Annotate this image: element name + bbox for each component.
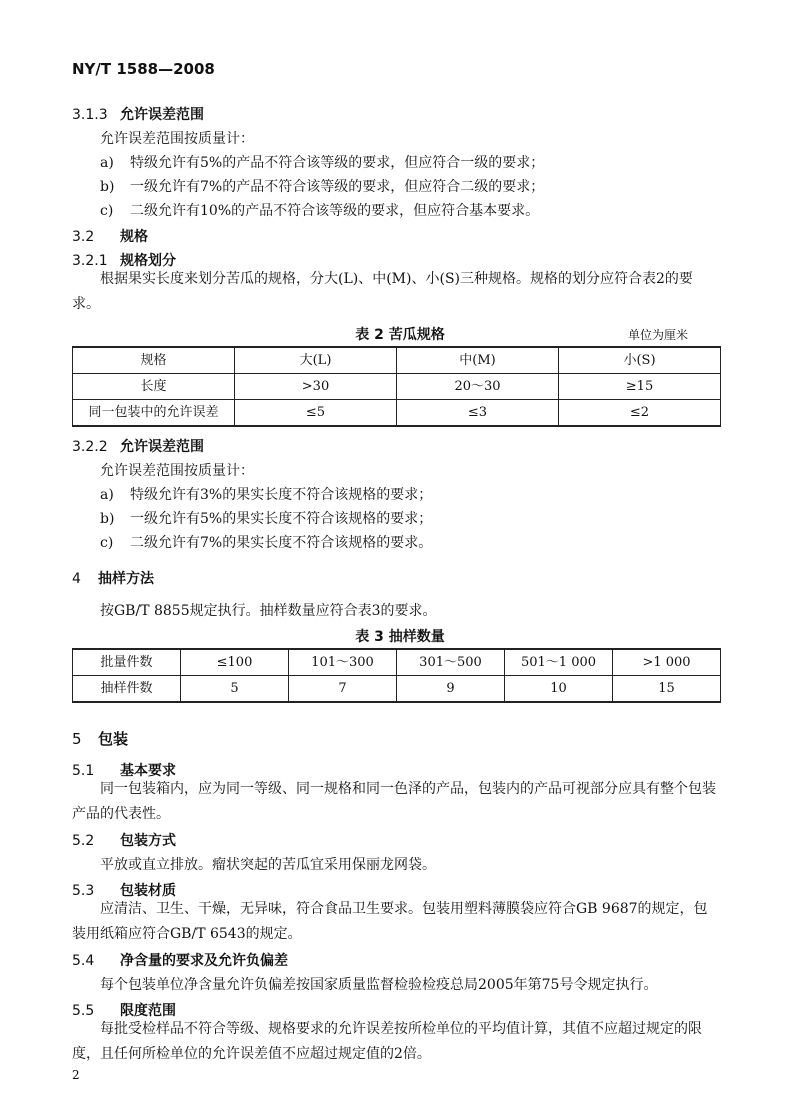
heading-number: 3.2.2	[72, 439, 108, 455]
table-cell: 5	[181, 676, 289, 703]
heading-number: 3.2.1	[72, 253, 108, 269]
list-marker: a)	[100, 155, 114, 171]
table-cell: 301～500	[397, 649, 505, 676]
table-cell: 小(S)	[559, 347, 721, 374]
list-marker: c)	[100, 535, 114, 551]
list-text: 一级允许有7%的产品不符合该等级的要求，但应符合二级的要求；	[130, 179, 545, 195]
table-cell: 规格	[73, 347, 235, 374]
table-cell: 大(L)	[235, 347, 397, 374]
table-cell: 长度	[73, 374, 235, 400]
heading-title: 限度范围	[120, 1003, 176, 1019]
heading-4	[72, 568, 154, 588]
paragraph: 每批受检样品不符合等级、规格要求的允许误差按所检单位的平均值计算，其值不应超过规定的限度，且任何所检单位的允许误差值不应超过规定值的2倍。	[72, 1021, 702, 1062]
paragraph: 应清洁、卫生、干燥，无异味，符合食品卫生要求。包装用塑料薄膜袋应符合GB 9687的规定，包装用纸箱应符合GB/T 6543的规定。	[72, 901, 708, 942]
heading-3-2-2	[72, 436, 204, 456]
paragraph: 每个包装单位净含量允许负偏差按国家质量监督检验检疫总局2005年第75号令规定执行。	[100, 977, 658, 993]
heading-number: 3.1.3	[72, 107, 108, 123]
heading-number: 5.2	[72, 833, 95, 849]
list-item	[100, 200, 539, 220]
table-cell: 7	[289, 676, 397, 703]
heading-title: 规格	[120, 229, 148, 245]
paragraph: 根据果实长度来划分苦瓜的规格，分大(L)、中(M)、小(S)三种规格。规格的划分应符合表2的要求。	[72, 271, 693, 312]
heading-title: 包装方式	[120, 833, 176, 849]
list-item	[100, 508, 432, 528]
table-2	[72, 346, 721, 427]
table-2-caption: 表 2 苦瓜规格	[355, 327, 445, 343]
heading-3-1-3	[72, 104, 204, 124]
table-row	[73, 374, 721, 400]
table-cell: ≤5	[235, 400, 397, 427]
heading-title: 净含量的要求及允许负偏差	[120, 953, 288, 969]
heading-number: 5.5	[72, 1003, 95, 1019]
table-cell: ≥15	[559, 374, 721, 400]
heading-title: 包装材质	[120, 883, 176, 899]
heading-number: 5.4	[72, 953, 95, 969]
paragraph: 允许误差范围按质量计：	[100, 463, 254, 479]
heading-number: 5	[72, 730, 82, 748]
list-text: 特级允许有5%的产品不符合该等级的要求，但应符合一级的要求；	[130, 155, 545, 171]
table-cell: ≤100	[181, 649, 289, 676]
list-text: 一级允许有5%的果实长度不符合该规格的要求；	[130, 511, 433, 527]
list-item	[100, 484, 432, 504]
paragraph: 按GB/T 8855规定执行。抽样数量应符合表3的要求。	[100, 603, 437, 619]
table-cell: >1 000	[613, 649, 721, 676]
list-text: 二级允许有7%的果实长度不符合该规格的要求。	[130, 535, 433, 551]
list-item	[100, 152, 544, 172]
table-cell: >30	[235, 374, 397, 400]
table-cell: ≤3	[397, 400, 559, 427]
table-cell: 101～300	[289, 649, 397, 676]
heading-title: 允许误差范围	[120, 439, 204, 455]
paragraph: 平放或直立排放。瘤状突起的苦瓜宜采用保丽龙网袋。	[100, 857, 436, 873]
table-row	[73, 676, 721, 703]
table-row	[73, 400, 721, 427]
list-marker: b)	[100, 179, 115, 195]
table-3-caption: 表 3 抽样数量	[355, 629, 445, 645]
table-cell: 10	[505, 676, 613, 703]
list-marker: c)	[100, 203, 114, 219]
heading-5	[72, 728, 128, 749]
table-cell: 抽样件数	[73, 676, 181, 703]
list-text: 特级允许有3%的果实长度不符合该规格的要求；	[130, 487, 433, 503]
list-text: 二级允许有10%的产品不符合该等级的要求，但应符合基本要求。	[130, 203, 540, 219]
list-item	[100, 176, 544, 196]
paragraph: 同一包装箱内，应为同一等级、同一规格和同一色泽的产品，包装内的产品可视部分应具有整个包装产品的代表性。	[72, 781, 716, 822]
heading-title: 包装	[98, 730, 129, 748]
table-cell: ≤2	[559, 400, 721, 427]
table-cell: 9	[397, 676, 505, 703]
heading-title: 允许误差范围	[120, 107, 204, 123]
table-cell: 批量件数	[73, 649, 181, 676]
heading-3-2	[72, 226, 148, 246]
table-cell: 501～1 000	[505, 649, 613, 676]
list-marker: a)	[100, 487, 114, 503]
heading-number: 4	[72, 571, 81, 587]
paragraph: 允许误差范围按质量计：	[100, 131, 254, 147]
heading-number: 5.3	[72, 883, 95, 899]
table-3	[72, 648, 721, 703]
heading-title: 抽样方法	[98, 571, 154, 587]
heading-number: 3.2	[72, 229, 95, 245]
heading-5-4	[72, 950, 288, 970]
heading-title: 规格划分	[120, 253, 176, 269]
table-row	[73, 649, 721, 676]
heading-5-2	[72, 830, 176, 850]
table-cell: 同一包装中的允许误差	[73, 400, 235, 427]
page-number: 2	[72, 1068, 80, 1082]
table-cell: 15	[613, 676, 721, 703]
standard-code: NY/T 1588—2008	[72, 60, 215, 78]
heading-title: 基本要求	[120, 763, 176, 779]
table-row	[73, 347, 721, 374]
table-cell: 20～30	[397, 374, 559, 400]
table-2-unit: 单位为厘米	[628, 328, 689, 342]
table-cell: 中(M)	[397, 347, 559, 374]
heading-number: 5.1	[72, 763, 95, 779]
list-item	[100, 532, 432, 552]
list-marker: b)	[100, 511, 115, 527]
